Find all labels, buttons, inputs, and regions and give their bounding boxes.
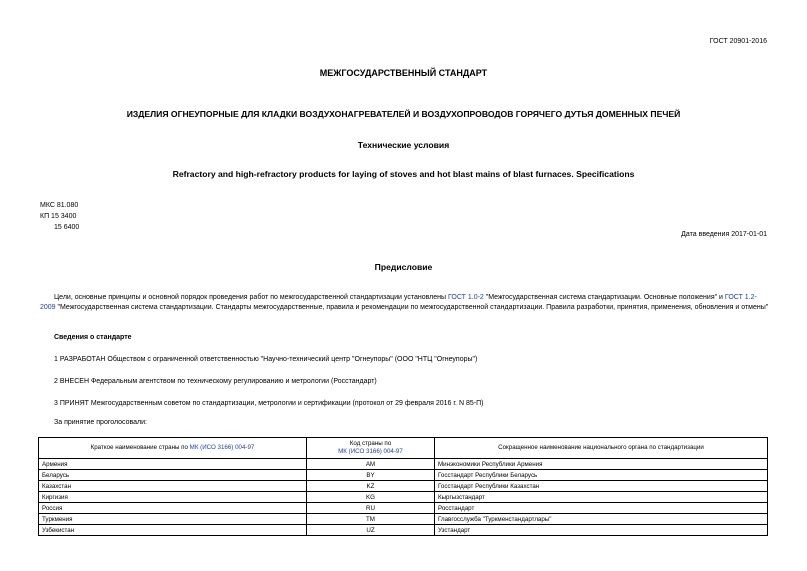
mks-code: МКС 81.080 [40, 202, 79, 209]
code-cell: AM [307, 459, 435, 470]
gost-1-2-link[interactable]: ГОСТ 1.2-2009 [40, 294, 757, 311]
mk-iso-link[interactable]: МК (ИСО 3166) 004-97 [189, 444, 255, 451]
header-country-name: Краткое наименование страны по МК (ИСО 3166) 004-97 [39, 438, 307, 459]
body-cell: Госстандарт Республики Беларусь [435, 470, 768, 481]
table-row [39, 481, 768, 492]
country-cell: Киргизия [39, 492, 307, 503]
mk-iso-link-2[interactable]: МК (ИСО 3166) 004-97 [338, 448, 403, 455]
code-cell: TM [307, 514, 435, 525]
preface-text-b: "Межгосударственная система стандартизации. Основные положения" и [483, 294, 725, 301]
item-submitted: 2 ВНЕСЕН Федеральным агентством по техническому регулированию и метрологии (Росстандарт) [54, 378, 377, 385]
table-row [39, 514, 768, 525]
body-cell: Кыргызстандарт [435, 492, 768, 503]
code-cell: KG [307, 492, 435, 503]
body-cell: Госстандарт Республики Казахстан [435, 481, 768, 492]
item-adopted: 3 ПРИНЯТ Межгосударственным советом по стандартизации, метрологии и сертификации (протокол от 29 февраля 2016 г. N 85-П) [54, 400, 484, 407]
table-row [39, 470, 768, 481]
document-subtitle-ru: Технические условия [357, 140, 450, 150]
standard-heading: МЕЖГОСУДАРСТВЕННЫЙ СТАНДАРТ [319, 68, 488, 78]
document-title-en: Refractory and high-refractory products for laying of stoves and hot blast mains of blast furnaces. Specifications [172, 169, 635, 179]
table-row [39, 459, 768, 470]
table-row [39, 525, 768, 536]
preface-paragraph [40, 293, 771, 313]
voting-countries-table [38, 437, 768, 536]
body-cell: Минэкономики Республики Армения [435, 459, 768, 470]
intro-date: Дата введения 2017-01-01 [681, 231, 767, 238]
body-cell: Узстандарт [435, 525, 768, 536]
item-developed: 1 РАЗРАБОТАН Обществом с ограниченной ответственностью "Научно-технический центр "Огнеупоры" (ООО "НТЦ "Огнеупоры") [54, 356, 478, 363]
country-cell: Беларусь [39, 470, 307, 481]
document-code: ГОСТ 20901-2016 [709, 38, 767, 45]
document-title-ru: ИЗДЕЛИЯ ОГНЕУПОРНЫЕ ДЛЯ КЛАДКИ ВОЗДУХОНАГРЕВАТЕЛЕЙ И ВОЗДУХОПРОВОДОВ ГОРЯЧЕГО ДУТЬЯ ДОМЕННЫХ ПЕЧЕЙ [126, 109, 681, 119]
about-standard-heading: Сведения о стандарте [54, 334, 132, 341]
header-national-body: Сокращенное наименование национального органа по стандартизации [435, 438, 768, 459]
table-row [39, 492, 768, 503]
country-cell: Туркмения [39, 514, 307, 525]
country-cell: Казахстан [39, 481, 307, 492]
code-cell: BY [307, 470, 435, 481]
body-cell: Росстандарт [435, 503, 768, 514]
gost-1-0-link[interactable]: ГОСТ 1.0-2 [447, 294, 484, 301]
code-cell: RU [307, 503, 435, 514]
preface-text-a: Цели, основные принципы и основной порядок проведения работ по межгосударственной стандартизации установлены [54, 294, 448, 301]
table-row [39, 503, 768, 514]
code-cell: KZ [307, 481, 435, 492]
table-header-row [39, 438, 768, 459]
code-cell: UZ [307, 525, 435, 536]
vote-label: За принятие проголосовали: [54, 419, 147, 426]
kp-code-2: 15 6400 [54, 224, 80, 231]
body-cell: Главгосслужба "Туркменстандартлары" [435, 514, 768, 525]
country-cell: Россия [39, 503, 307, 514]
header-country-code: Код страны по МК (ИСО 3166) 004-97 [307, 438, 435, 459]
country-cell: Узбекистан [39, 525, 307, 536]
classification-codes [40, 200, 79, 233]
preface-heading: Предисловие [374, 262, 433, 272]
country-cell: Армения [39, 459, 307, 470]
kp-code: КП 15 3400 [40, 213, 77, 220]
preface-text-c: "Межгосударственная система стандартизации. Стандарты межгосударственные, правила и рекомендации по межгосударственной стандартизации. Правила разработки, принятия, применения, обновления и отмены" [55, 304, 769, 311]
